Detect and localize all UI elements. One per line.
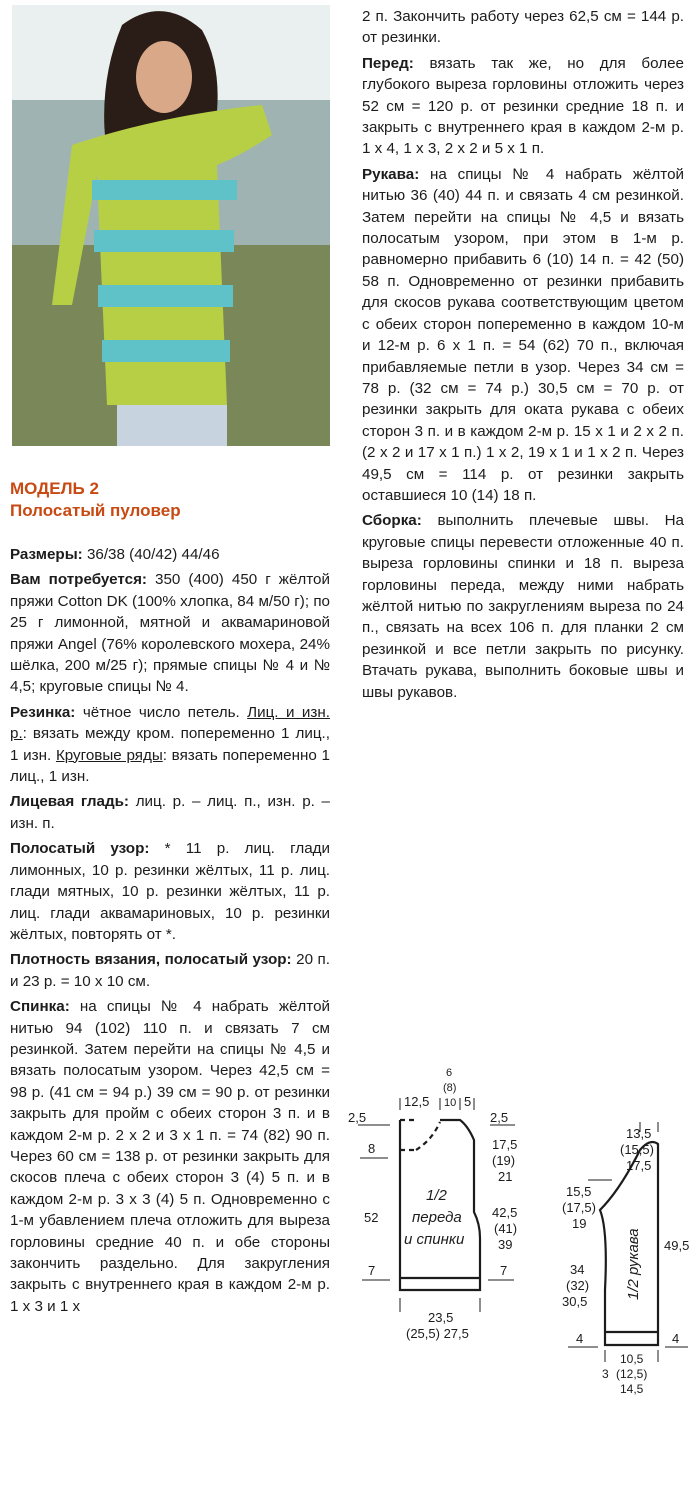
dim-left-2-5: 2,5: [348, 1110, 367, 1125]
dim-top-12-5: 12,5: [404, 1094, 430, 1109]
rib-underline-1: Лиц. и изн. р.: [10, 703, 330, 743]
model-photo: [12, 5, 330, 446]
dim-right-17-5: 17,5: [492, 1137, 518, 1152]
back-continued-text: 2 п. Закончить работу через 62,5 см = 144 р. от резинки.: [362, 8, 684, 47]
assembly-label: Сборка:: [362, 512, 422, 530]
stripe-label: Полосатый узор:: [10, 840, 150, 858]
dim-right-2-5: 2,5: [490, 1110, 509, 1125]
sizes-label: Размеры:: [10, 546, 83, 563]
dim-sleeve-right-4: 4: [672, 1331, 680, 1346]
dim-sleeve-17-5: (17,5): [562, 1200, 596, 1215]
dim-right-39: 39: [498, 1237, 513, 1252]
dim-sleeve-top-13-5: 13,5: [626, 1126, 652, 1141]
left-column: [10, 544, 330, 1321]
dim-right-7: 7: [500, 1263, 508, 1278]
front-label: Перед:: [362, 54, 414, 72]
dim-top-10: 10: [444, 1097, 457, 1109]
stockinette-label: Лицевая гладь:: [10, 793, 129, 811]
gauge-text: 20 п. и 23 р. = 10 х 10 см.: [10, 951, 330, 990]
dim-sleeve-34: 34: [570, 1262, 585, 1277]
dim-right-19: (19): [492, 1153, 516, 1168]
piece-label-3: и спинки: [404, 1231, 465, 1248]
rib-underline-2: Круговые ряды: [55, 746, 163, 764]
sleeves-text: на спицы № 4 набрать жёлтой нитью 36 (40) 44 п. и связать 4 см резинкой. Затем перейти на спицы № 4,5 и вязать полосатым узором, при этом в 1-м р. равномерно прибавить 6 (10) 14 п. = 42 (50) 58 п. Одновременно от резинки прибавить для скосов рукава соответствующим цветом с обеих сторон попеременно в каждом 10-м и 12-м р. 6 х 1 п. = 54 (62) 70 п., включая прибавляемые петли в узор. Через 34 см = 78 р. (32 см = 74 р.) 30,5 см = 70 р. от резинки закрыть для оката рукава с обеих сторон 3 п. и в каждом 2-м р. 15 х 1 и 2 х 2 п. (2 х 2 и 17 х 1 п.) 1 х 2, 19 х 1 и 1 х 2 п. Через 49,5 см = 114 р. от резинки закрыть оставшиеся 10 (14) 18 п.: [362, 165, 684, 504]
front-text: вязать так же, но для более глубокого выреза горловины отложить через 52 см = 120 р. от резинки средние 18 п. и закрыть с внутреннего края в каждом 2-м р. 1 х 4, 1 х 3, 2 х 2 и 5 х 1 п.: [362, 54, 684, 158]
dim-sleeve-top-15-5: (15,5): [620, 1142, 654, 1157]
dim-top-6: 6: [446, 1067, 453, 1079]
dim-sleeve-30-5: 30,5: [562, 1294, 588, 1309]
piece-label-2: переда: [412, 1209, 462, 1226]
rib-text-3: : вязать попеременно 1 лиц., 1 изн.: [10, 746, 330, 786]
dim-sleeve-bottom-14-5: 14,5: [620, 1382, 644, 1396]
dim-sleeve-bottom-10-5: 10,5: [620, 1352, 644, 1366]
dim-sleeve-15-5: 15,5: [566, 1184, 592, 1199]
dim-sleeve-top-17-5: 17,5: [626, 1158, 652, 1173]
rib-text-1: чётное число петель.: [75, 703, 248, 721]
dim-sleeve-bottom-12-5: (12,5): [616, 1367, 648, 1381]
rib-text-2: : вязать между кром. попеременно 1 лиц., 1 изн.: [10, 725, 330, 764]
dim-right-42-5: 42,5: [492, 1205, 518, 1220]
dim-top-8: (8): [443, 1082, 457, 1094]
dim-bottom-23-5: 23,5: [428, 1310, 454, 1325]
back-text: на спицы № 4 набрать жёлтой нитью 94 (102) 110 п. и связать 7 см резинкой. Затем перейти на спицы № 4,5 и вязать полосатым узором. Через 42,5 см = 98 р. (41 см = 94 р.) 39 см = 90 р. от резинки закрыть для пройм с обеих сторон 3 п. и в каждом 2-м р. 2 х 2 и 3 х 1 п. = 74 (82) 90 п. Через 60 см = 138 р. от резинки закрыть для скосов плеча с обеих сторон 3 (4) 5 п. и в каждом 2-м р. 3 х 3 (4) 5 п. Одновременно с 1-м убавлением плеча отложить для выреза горловины средние 40 п. и обе стороны закончить раздельно. Для закругления закрыть с внутреннего края в каждом 2-м р. 1 х 3 и 1 х: [10, 998, 330, 1315]
dim-sleeve-left-4: 4: [576, 1331, 584, 1346]
dim-left-7: 7: [368, 1263, 376, 1278]
materials-text: 350 (400) 450 г жёлтой пряжи Cotton DK (100% хлопка, 84 м/50 г); по 25 г лимонной, мятной и аквамариновой пряжи Angel (76% королевского мохера, 24% шёлка, 200 м/25 г); прямые спицы № 4 и № 4,5; круговые спицы № 4.: [10, 571, 330, 696]
dim-sleeve-49-5: 49,5: [664, 1238, 690, 1253]
pattern-schematic: [340, 1060, 695, 1485]
sleeve-piece-label: 1/2 рукава: [625, 1228, 642, 1300]
dim-right-21: 21: [498, 1169, 513, 1184]
rib-label: Резинка:: [10, 703, 76, 721]
materials-label: Вам потребуется:: [10, 571, 147, 589]
stripe-text: * 11 р. лиц. глади лимонных, 10 р. резинки жёлтых, 11 р. лиц. глади мятных, 10 р. резинки жёлтых, 11 р. лиц. глади аквамариновых, 10 р. резинки жёлтых, повторять от *.: [10, 840, 330, 943]
dim-left-52: 52: [364, 1210, 379, 1225]
back-label: Спинка:: [10, 998, 70, 1016]
stockinette-text: лиц. р. – лиц. п., изн. р. – изн. п.: [10, 793, 330, 832]
dim-sleeve-bottom-3: 3: [602, 1367, 609, 1381]
sleeves-label: Рукава:: [362, 165, 420, 183]
dim-right-41: (41): [494, 1221, 518, 1236]
right-column: [362, 6, 684, 707]
model-name: Полосатый пуловер: [10, 501, 181, 520]
piece-label-1: 1/2: [426, 1187, 447, 1204]
dim-sleeve-32: (32): [566, 1278, 590, 1293]
model-title: [10, 478, 181, 522]
model-number: МОДЕЛЬ 2: [10, 479, 99, 498]
dim-top-5: 5: [464, 1094, 472, 1109]
gauge-label: Плотность вязания, полосатый узор:: [10, 951, 292, 969]
assembly-text: выполнить плечевые швы. На круговые спицы перевести отложенные 40 п. выреза горловины спинки и 18 п. выреза горловины переда, между ними набрать жёлтой нитью по закруглениям выреза по 24 п., связать на всех 106 п. для планки 2 см резинкой и все петли закрыть по рисунку. Втачать рукава, выполнить боковые швы и швы рукавов.: [362, 512, 684, 701]
dim-bottom-27-5: (25,5) 27,5: [406, 1326, 469, 1341]
sizes-text: 36/38 (40/42) 44/46: [82, 546, 220, 563]
dim-sleeve-19: 19: [572, 1216, 587, 1231]
dim-left-8: 8: [368, 1141, 376, 1156]
